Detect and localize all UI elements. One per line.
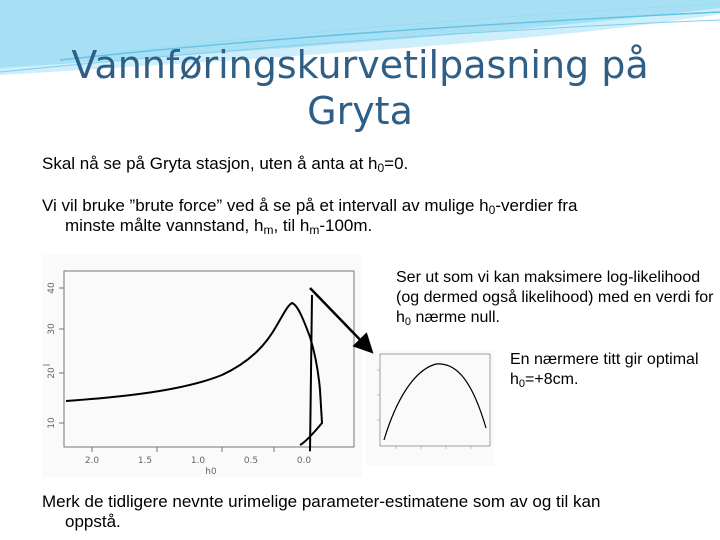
x-axis-label: h0: [205, 467, 217, 477]
annotation-optimal: [510, 350, 710, 390]
subscript: 0: [404, 316, 412, 328]
paragraph-method-text: -verdier fra: [495, 196, 578, 215]
zoomed-curve: [384, 364, 486, 440]
paragraph-method-text: Vi vil bruke ”brute force” ved å se på et intervall av mulige h: [42, 196, 489, 215]
paragraph-intro-text-end: =0.: [384, 154, 409, 173]
subscript: 0: [377, 161, 385, 175]
zoomed-log-likelihood-plot-image: [366, 350, 494, 466]
y-tick-label: 10: [47, 417, 57, 429]
annotation-text: =+8cm.: [525, 371, 579, 388]
x-tick-label: 0.5: [243, 456, 259, 466]
log-likelihood-curve: [66, 303, 322, 445]
paragraph-intro: [42, 154, 692, 174]
paragraph-intro-text: Skal nå se på Gryta stasjon, uten å anta at h: [42, 154, 378, 173]
annotation-maximize: [396, 268, 720, 328]
paragraph-warning-text: Merk de tidligere nevnte urimelige parameter-estimatene som av og til kan: [42, 492, 601, 511]
paragraph-method: [42, 196, 692, 236]
subscript: 0: [488, 203, 496, 217]
y-tick-label: 20: [47, 367, 57, 379]
zoom-plot-frame: [380, 354, 490, 446]
paragraph-warning-continuation: oppstå.: [65, 512, 121, 531]
paragraph-method-text: minste målte vannstand, h: [65, 216, 264, 235]
paragraph-method-continuation: [42, 216, 692, 236]
subscript: m: [263, 223, 274, 237]
annotation-text: En nærmere titt gir optimal h: [510, 351, 699, 388]
x-tick-label: 2.0: [84, 456, 100, 466]
paragraph-method-text: -100m.: [319, 216, 373, 235]
x-tick-label: 1.0: [190, 456, 206, 466]
paragraph-warning: [42, 492, 692, 532]
annotation-text: nærme null.: [411, 309, 500, 326]
y-tick-label: 40: [47, 282, 57, 294]
y-axis-label: l: [43, 363, 53, 367]
x-tick-label: 1.5: [137, 456, 153, 466]
x-tick-label: 0.0: [296, 456, 312, 466]
log-likelihood-plot-image: [42, 255, 362, 477]
y-tick-label: 30: [47, 323, 57, 335]
subscript: m: [309, 223, 320, 237]
annotation-text: Ser ut som vi kan maksimere log-likelihood (og dermed også likelihood) med en verdi for h: [396, 269, 714, 326]
slide-title: Vannføringskurvetilpasning på Gryta: [71, 43, 649, 133]
subscript: 0: [518, 378, 526, 390]
paragraph-method-text: , til h: [273, 216, 310, 235]
steep-curve-segment: [310, 295, 312, 451]
